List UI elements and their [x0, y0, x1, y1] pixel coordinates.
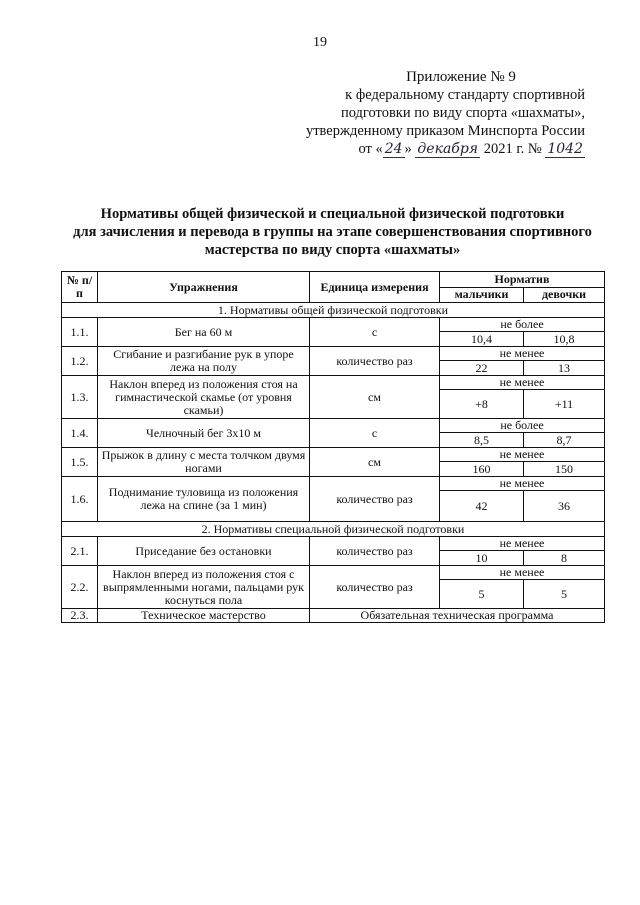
table-row	[62, 477, 605, 491]
row-num: 1.5.	[62, 448, 98, 477]
appendix-line: к федеральному стандарту спортивной	[345, 87, 585, 103]
value-boys: 42	[440, 491, 524, 522]
table-row	[62, 318, 605, 332]
row-num: 1.6.	[62, 477, 98, 522]
table-row	[62, 376, 605, 390]
handwritten-month: декабря	[417, 141, 479, 157]
row-condition: не менее	[440, 347, 605, 361]
date-prefix: от «	[358, 141, 383, 157]
title-line: Нормативы общей физической и специальной физической подготовки	[100, 206, 565, 222]
row-condition: не менее	[440, 477, 605, 491]
row-exercise: Поднимание туловища из положения лежа на спине (за 1 мин)	[98, 477, 310, 522]
appendix-line: подготовки по виду спорта «шахматы»,	[340, 105, 585, 121]
value-girls: 13	[524, 361, 605, 376]
row-condition: не менее	[440, 566, 605, 580]
order-date-line	[285, 140, 585, 158]
value-girls: 5	[524, 580, 605, 609]
value-girls: 8	[524, 551, 605, 566]
norms-table	[61, 271, 605, 623]
row-num: 2.1.	[62, 537, 98, 566]
value-girls: 150	[524, 462, 605, 477]
row-unit: см	[310, 376, 440, 419]
row-num: 1.1.	[62, 318, 98, 347]
row-condition: не менее	[440, 448, 605, 462]
row-num: 1.2.	[62, 347, 98, 376]
row-exercise: Техническое мастерство	[98, 609, 310, 623]
title-line: для зачисления и перевода в группы на этапе совершенствования спортивного	[73, 224, 592, 240]
row-unit: см	[310, 448, 440, 477]
header-num: № п/п	[62, 272, 98, 303]
row-exercise: Наклон вперед из положения стоя на гимнастической скамье (от уровня скамьи)	[98, 376, 310, 419]
year-text: 2021 г. №	[483, 141, 542, 157]
row-unit: количество раз	[310, 537, 440, 566]
row-num: 2.2.	[62, 566, 98, 609]
section-title: 2. Нормативы специальной физической подготовки	[62, 522, 605, 537]
row-exercise: Сгибание и разгибание рук в упоре лежа на полу	[98, 347, 310, 376]
row-condition: не менее	[440, 537, 605, 551]
row-unit: количество раз	[310, 566, 440, 609]
header-girls: девочки	[524, 287, 605, 303]
table-row	[62, 347, 605, 361]
value-boys: 5	[440, 580, 524, 609]
header-boys: мальчики	[440, 287, 524, 303]
value-boys: 22	[440, 361, 524, 376]
value-girls: 36	[524, 491, 605, 522]
row-exercise: Бег на 60 м	[98, 318, 310, 347]
row-unit: с	[310, 419, 440, 448]
value-boys: 10	[440, 551, 524, 566]
value-boys: 10,4	[440, 332, 524, 347]
value-girls: 10,8	[524, 332, 605, 347]
table-row	[62, 609, 605, 623]
row-condition: не более	[440, 419, 605, 433]
appendix-title: Приложение № 9	[406, 69, 516, 85]
page-number: 19	[313, 35, 327, 50]
value-boys: 8,5	[440, 433, 524, 448]
value-boys: +8	[440, 390, 524, 419]
handwritten-day: 24	[384, 141, 403, 157]
table-row	[62, 419, 605, 433]
title-line: мастерства по виду спорта «шахматы»	[204, 242, 461, 258]
header-unit: Единица измерения	[310, 272, 440, 303]
value-boys: 160	[440, 462, 524, 477]
appendix-header	[285, 68, 585, 158]
row-exercise: Челночный бег 3х10 м	[98, 419, 310, 448]
row-exercise: Приседание без остановки	[98, 537, 310, 566]
value-girls: 8,7	[524, 433, 605, 448]
row-condition: не более	[440, 318, 605, 332]
row-num: 2.3.	[62, 609, 98, 623]
section-title: 1. Нормативы общей физической подготовки	[62, 303, 605, 318]
row-exercise: Прыжок в длину с места толчком двумя ногами	[98, 448, 310, 477]
row-unit: с	[310, 318, 440, 347]
document-title	[55, 205, 610, 259]
row-condition: не менее	[440, 376, 605, 390]
table-row	[62, 566, 605, 580]
row-num: 1.3.	[62, 376, 98, 419]
header-exercise: Упражнения	[98, 272, 310, 303]
date-mid: »	[404, 141, 412, 157]
row-unit: количество раз	[310, 477, 440, 522]
header-norm: Норматив	[440, 272, 605, 288]
row-num: 1.4.	[62, 419, 98, 448]
table-row	[62, 448, 605, 462]
row-exercise: Наклон вперед из положения стоя с выпрямленными ногами, пальцами рук коснуться пола	[98, 566, 310, 609]
appendix-line: утвержденному приказом Минспорта России	[305, 123, 585, 139]
handwritten-order-number: 1042	[547, 141, 583, 157]
row-unit: количество раз	[310, 347, 440, 376]
row-program: Обязательная техническая программа	[310, 609, 605, 623]
table-row	[62, 537, 605, 551]
value-girls: +11	[524, 390, 605, 419]
